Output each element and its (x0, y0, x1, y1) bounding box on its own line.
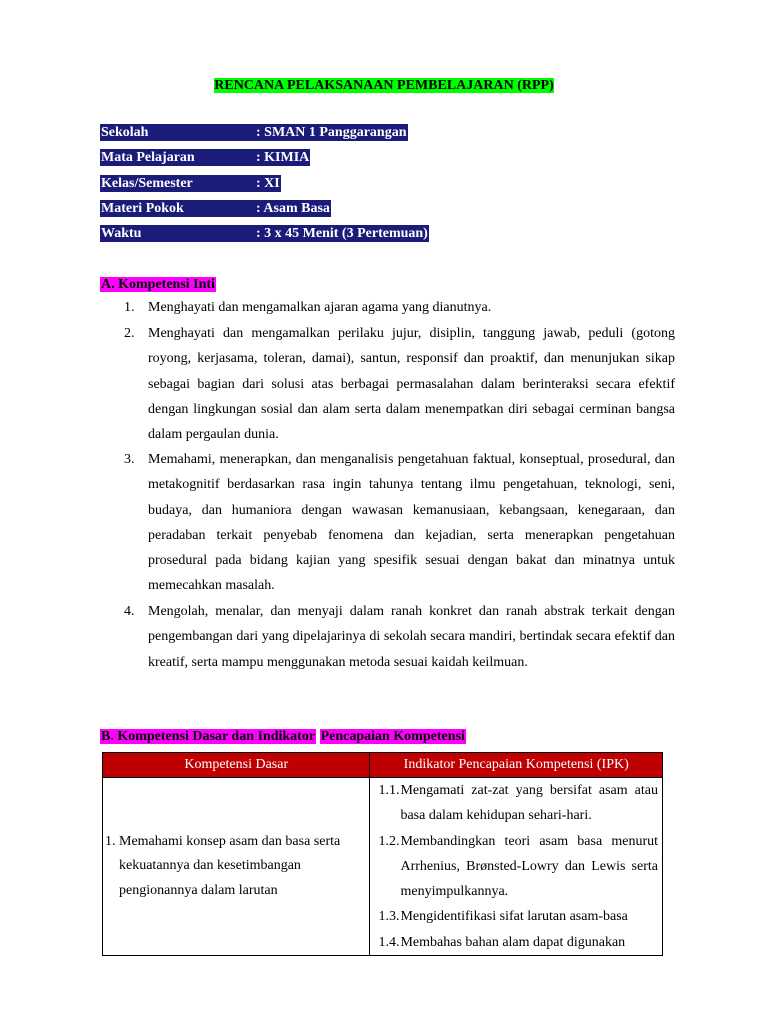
section-a-heading (100, 276, 216, 293)
list-item-text: Memahami, menerapkan, dan menganalisis pengetahuan faktual, konseptual, prosedural, dan metakognitif berdasarkan rasa ingin tahunya tentang ilmu pengetahuan, teknologi, seni, budaya, dan humaniora dengan wawasan kemanusiaan, kebangsaan, kenegaraan, dan peradaban terkait penyebab fenomena dan kejadian, serta menerapkan pengetahuan prosedural pada bidang kajian yang spesifik sesuai dengan bakat dan minatnya untuk memecahkan masalah. (148, 452, 675, 594)
identity-value: : XI (256, 176, 280, 191)
identity-value: : KIMIA (256, 150, 310, 165)
identity-label: Sekolah (100, 124, 257, 141)
list-item-number: 2. (124, 326, 135, 341)
ipk-number: 1.3. (378, 909, 400, 925)
ipk-item (378, 904, 658, 929)
section-b-heading (100, 728, 466, 745)
ipk-text: Mengamati zat-zat yang bersifat asam atau basa dalam kehidupan sehari-hari. (400, 783, 658, 824)
ipk-cell (370, 778, 663, 956)
section-b-heading-part2: Pencapaian Kompetensi (320, 729, 465, 744)
identity-value: : SMAN 1 Panggarangan (256, 125, 407, 140)
kd-text: Memahami konsep asam dan basa serta kekuatannya dan kesetimbangan pengionannya dalam larutan (119, 833, 341, 898)
list-item-text: Menghayati dan mengamalkan perilaku jujur, disiplin, tanggung jawab, peduli (gotong royong, kerjasama, toleran, damai), santun, responsif dan proaktif, dan menunjukan sikap sebagai bagian dari solusi atas berbagai permasalahan dalam berinteraksi secara efektif dengan lingkungan sosial dan alam serta dalam menempatkan diri sebagai cerminan bangsa dalam pergaulan dunia. (148, 326, 675, 443)
title-text: RENCANA PELAKSANAAN PEMBELAJARAN (RPP) (214, 78, 554, 93)
identity-label: Materi Pokok (100, 200, 257, 217)
document-title (0, 78, 768, 94)
identity-label: Kelas/Semester (100, 175, 257, 192)
ipk-text: Membahas bahan alam dapat digunakan (400, 934, 626, 950)
list-item-number: 3. (124, 452, 135, 467)
ipk-number: 1.2. (378, 833, 400, 849)
ipk-item (378, 829, 658, 905)
ipk-text: Mengidentifikasi sifat larutan asam-basa (400, 909, 628, 925)
identity-label: Mata Pelajaran (100, 149, 257, 166)
identity-value: : Asam Basa (256, 201, 330, 216)
ipk-item (378, 930, 658, 955)
kd-item (103, 830, 369, 904)
list-item-text: Mengolah, menalar, dan menyaji dalam ranah konkret dan ranah abstrak terkait dengan pengembangan dari yang dipelajarinya di sekolah secara mandiri, bertindak secara efektif dan kreatif, serta mampu menggunakan metoda sesuai kaidah keilmuan. (148, 604, 675, 670)
kd-cell (103, 778, 370, 956)
ipk-list (370, 778, 662, 955)
column-header-ipk: Indikator Pencapaian Kompetensi (IPK) (370, 753, 663, 778)
list-item-number: 1. (124, 300, 135, 315)
table-header-row (103, 753, 663, 778)
identity-value: : 3 x 45 Menit (3 Pertemuan) (256, 226, 428, 241)
kd-number: 1. (105, 833, 116, 849)
ipk-number: 1.1. (378, 783, 400, 798)
section-b-heading-part1: B. Kompetensi Dasar dan Indikator (101, 729, 316, 744)
ipk-item (378, 778, 658, 829)
table-row (103, 778, 663, 956)
ipk-text: Membandingkan teori asam basa menurut Arrhenius, Brønsted-Lowry dan Lewis serta menyimpulkannya. (400, 833, 658, 900)
section-a-heading-text: A. Kompetensi Inti (101, 277, 215, 292)
competency-table (102, 752, 663, 956)
list-item-text: Menghayati dan mengamalkan ajaran agama yang dianutnya. (148, 300, 492, 315)
column-header-kd: Kompetensi Dasar (103, 753, 370, 778)
identity-label: Waktu (100, 225, 257, 242)
ipk-number: 1.4. (378, 934, 400, 950)
list-item-number: 4. (124, 604, 135, 619)
